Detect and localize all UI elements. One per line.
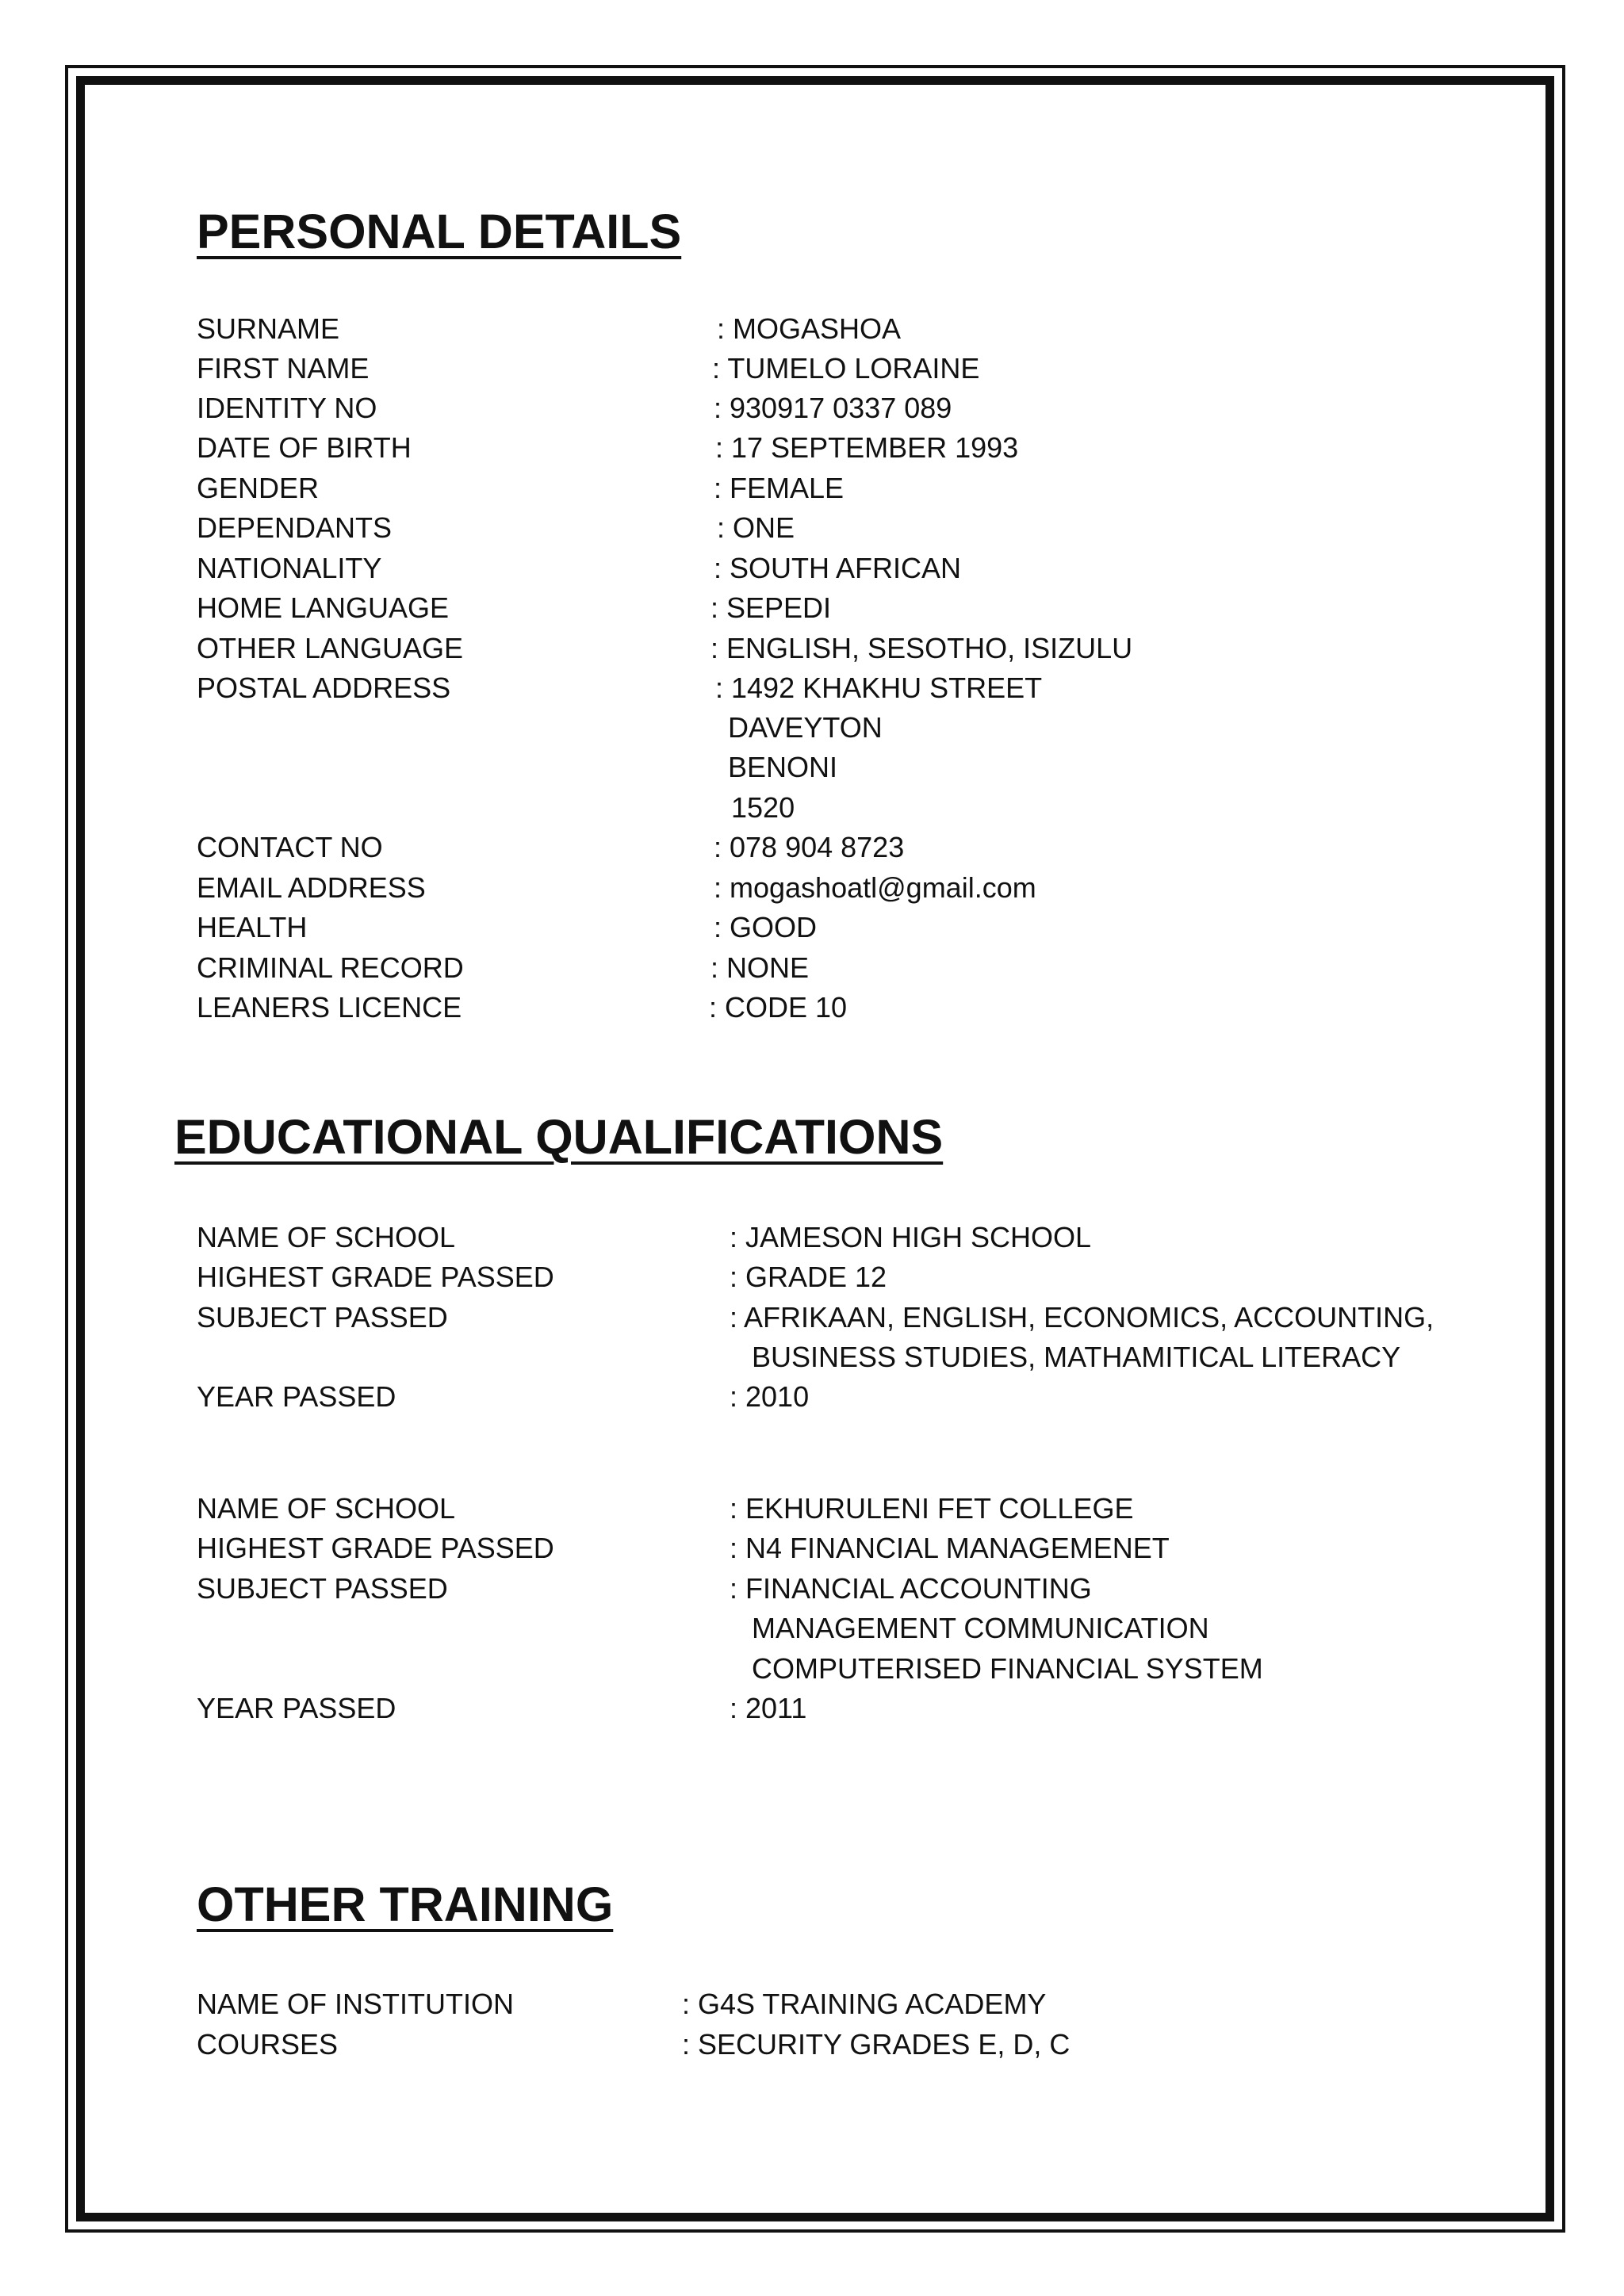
field-value: : TUMELO LORAINE	[712, 352, 980, 385]
field-value: : SOUTH AFRICAN	[714, 552, 962, 584]
educational-qualifications-heading: EDUCATIONAL QUALIFICATIONS	[174, 1110, 944, 1164]
field-label: NAME OF INSTITUTION	[197, 1988, 514, 2020]
field-value: : AFRIKAAN, ENGLISH, ECONOMICS, ACCOUNTING,	[730, 1301, 1434, 1334]
field-value: : FINANCIAL ACCOUNTING	[730, 1572, 1092, 1605]
field-value: : SECURITY GRADES E, D, C	[682, 2028, 1071, 2061]
field-label: SURNAME	[197, 312, 340, 345]
field-value: : FEMALE	[714, 472, 845, 504]
field-label: NAME OF SCHOOL	[197, 1221, 456, 1253]
field-label: NAME OF SCHOOL	[197, 1492, 456, 1525]
field-label: GENDER	[197, 472, 320, 504]
field-value: : GRADE 12	[730, 1261, 887, 1293]
subject-line: COMPUTERISED FINANCIAL SYSTEM	[752, 1652, 1263, 1685]
subject-line: BUSINESS STUDIES, MATHAMITICAL LITERACY	[752, 1341, 1401, 1373]
other-training-heading: OTHER TRAINING	[197, 1877, 614, 1931]
field-label: YEAR PASSED	[197, 1692, 396, 1724]
field-label: HEALTH	[197, 911, 308, 943]
field-value: : 1492 KHAKHU STREET	[715, 672, 1043, 704]
field-value: : N4 FINANCIAL MANAGEMENET	[730, 1532, 1170, 1564]
field-value: : G4S TRAINING ACADEMY	[682, 1988, 1047, 2020]
field-label: HIGHEST GRADE PASSED	[197, 1532, 554, 1564]
address-line: DAVEYTON	[728, 711, 883, 744]
field-label: IDENTITY NO	[197, 392, 377, 424]
address-line: 1520	[731, 791, 795, 824]
field-label: EMAIL ADDRESS	[197, 871, 426, 904]
field-value: : 078 904 8723	[714, 831, 905, 863]
field-label: COURSES	[197, 2028, 339, 2061]
field-value: : SEPEDI	[710, 591, 832, 624]
field-label: DEPENDANTS	[197, 511, 393, 544]
field-label: POSTAL ADDRESS	[197, 672, 451, 704]
field-label: CRIMINAL RECORD	[197, 951, 464, 984]
field-value: : CODE 10	[709, 991, 848, 1024]
field-value: : JAMESON HIGH SCHOOL	[730, 1221, 1092, 1253]
field-value: : NONE	[710, 951, 810, 984]
field-label: LEANERS LICENCE	[197, 991, 462, 1024]
field-value: : ONE	[717, 511, 795, 544]
field-label: YEAR PASSED	[197, 1380, 396, 1413]
field-value: : 2011	[730, 1692, 807, 1724]
field-label: OTHER LANGUAGE	[197, 632, 464, 664]
field-value: : mogashoatl@gmail.com	[714, 871, 1036, 904]
address-line: BENONI	[728, 751, 838, 783]
field-value: : MOGASHOA	[717, 312, 902, 345]
field-label: SUBJECT PASSED	[197, 1301, 448, 1334]
field-label: SUBJECT PASSED	[197, 1572, 448, 1605]
field-value: : 2010	[730, 1380, 810, 1413]
field-label: DATE OF BIRTH	[197, 431, 412, 464]
field-value: : 930917 0337 089	[714, 392, 952, 424]
field-value: : EKHURULENI FET COLLEGE	[730, 1492, 1134, 1525]
field-label: FIRST NAME	[197, 352, 370, 385]
field-value: : GOOD	[714, 911, 818, 943]
field-value: : ENGLISH, SESOTHO, ISIZULU	[710, 632, 1133, 664]
personal-details-heading: PERSONAL DETAILS	[197, 205, 682, 258]
subject-line: MANAGEMENT COMMUNICATION	[752, 1612, 1209, 1644]
field-label: CONTACT NO	[197, 831, 383, 863]
field-label: HIGHEST GRADE PASSED	[197, 1261, 554, 1293]
field-label: NATIONALITY	[197, 552, 382, 584]
field-value: : 17 SEPTEMBER 1993	[715, 431, 1019, 464]
field-label: HOME LANGUAGE	[197, 591, 450, 624]
